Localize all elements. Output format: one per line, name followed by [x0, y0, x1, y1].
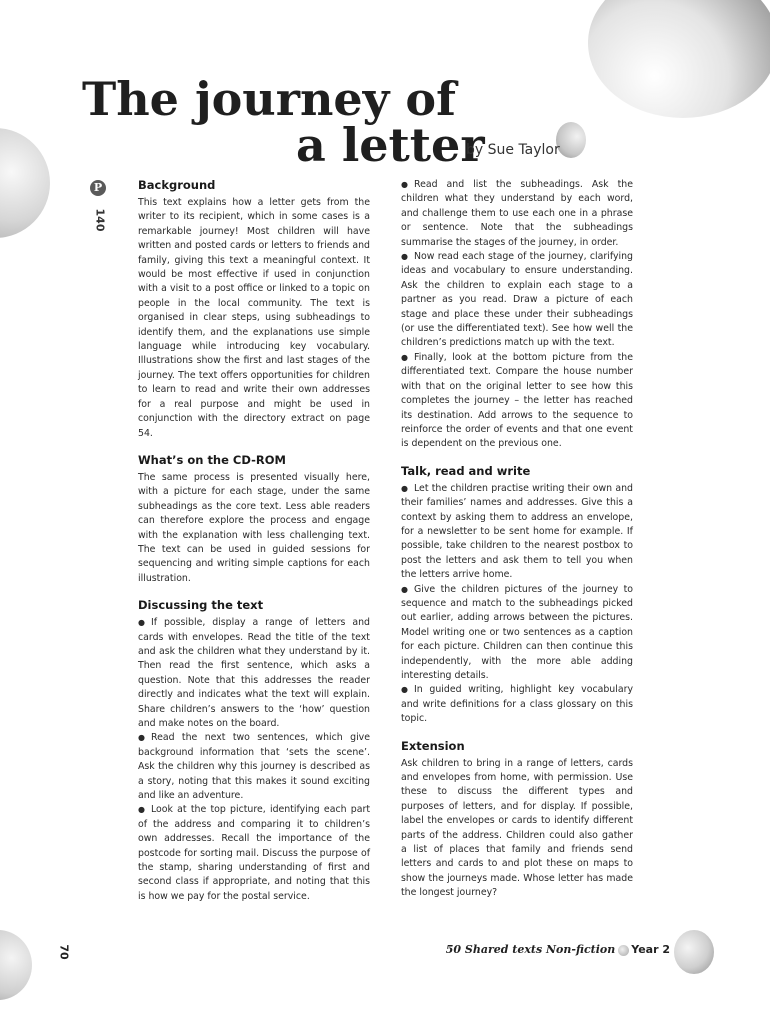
decorative-sphere-icon: [0, 930, 32, 1000]
bullet-paragraph: [401, 683, 633, 726]
section-heading: Discussing the text: [138, 598, 264, 613]
paragraph-text: In guided writing, highlight key vocabulary and write definitions for a class glossary on this topic.: [401, 684, 633, 725]
footer-book-info: [446, 943, 670, 956]
right-column: [401, 178, 633, 913]
decorative-sphere-icon: [588, 0, 770, 118]
section-background: [138, 178, 370, 441]
bullet-icon: ●: [401, 180, 408, 189]
bullet-paragraph: [138, 803, 370, 904]
bullet-paragraph: [401, 178, 633, 250]
paragraph-text: Give the children pictures of the journey to sequence and match to the subheadings picked out earlier, adding arrows between the pictures. Model writing one or two sentences as a caption for each picture. Children can then continue this independently, with the more able adding interesting details.: [401, 583, 633, 681]
paragraph-text: Read the next two sentences, which give background information that ‘sets the scene’. Ask the children why this journey is described as a story, noting that this makes it sound exciting and like an adventure.: [138, 732, 370, 802]
page-title-line-2: a letter: [296, 118, 485, 172]
bullet-paragraph: [138, 731, 370, 803]
bullet-icon: ●: [401, 483, 408, 493]
photocopiable-badge-icon: P: [90, 180, 106, 196]
bullet-paragraph: [401, 351, 633, 452]
bullet-icon: ●: [138, 618, 145, 628]
bullet-icon: ●: [138, 733, 145, 743]
paragraph-text: Read and list the subheadings. Ask the children what they understand by each word, and challenge them to use each one in a phrase or sentence. Note that the subheadings summarise the stages of the journey, in order.: [401, 179, 633, 248]
paragraph-text: Finally, look at the bottom picture from the differentiated text. Compare the house number with that on the original letter to see how this completes the journey – the letter has reached its destination. Add arrows to the sequence to reinforce the order of events and that one event is dependent on the previous one.: [401, 351, 633, 450]
section-extension: [401, 739, 633, 901]
section-heading: What’s on the CD-ROM: [138, 452, 286, 467]
section-cd-rom: [138, 453, 370, 586]
left-column: [138, 178, 370, 916]
paragraph: The same process is presented visually here, with a picture for each stage, under the same subheadings as the core text. Less able readers can therefore explore the process and engage with the explanation with less challenging text. The text can be used in guided sessions for sequencing and writing simple captions for each illustration.: [138, 471, 370, 584]
paragraph-text: Let the children practise writing their own and their families’ names and addresses. Give this a context by asking them to address an envelope, for a newsletter to be sent home for example. If possible, take children to the nearest postbox to post the letters and ask them to tell you when the letters arrive home.: [401, 482, 633, 581]
paragraph: Ask children to bring in a range of letters, cards and envelopes from home, with permission. Use these to discuss the different types and purposes of letters, and for display. If possible, label the envelopes or cards to identify different parts of the address. Children could also gather a list of places that family and friends send letters and cards to and plot these on maps to show the journeys made. Whose letter has made the longest journey?: [401, 757, 633, 899]
bullet-icon: ●: [401, 685, 408, 695]
decorative-sphere-icon: [0, 128, 50, 238]
bullet-icon: ●: [138, 805, 145, 815]
paragraph-text: Look at the top picture, identifying each part of the address and comparing it to children’s own addresses. Recall the importance of the postcode for sorting mail. Discuss the purpose of the stamp, sharing understanding of first and second class if appropriate, and noting that this is how we pay for the postal service.: [138, 804, 370, 902]
bullet-icon: ●: [401, 352, 408, 362]
section-talk-read-write: [401, 464, 633, 727]
bullet-paragraph: [401, 250, 633, 351]
section-heading: Extension: [401, 738, 465, 753]
page-reference: 140: [93, 208, 107, 232]
page-number: 70: [57, 944, 71, 960]
paragraph-text: Now read each stage of the journey, clarifying ideas and vocabulary to ensure understanding. Ask the children to explain each stage to a partner as you read. Draw a picture of each stage and place these under their subheadings (or use the differentiated text). See how well the children’s predictions match up with the text.: [401, 251, 633, 349]
bullet-icon: ●: [401, 584, 408, 594]
section-heading: Talk, read and write: [401, 463, 531, 478]
bullet-paragraph: [401, 482, 633, 583]
paragraph: This text explains how a letter gets from the writer to its recipient, which in some cases is a remarkable journey! Most children will have written and posted cards or letters to friends and family, giving this text a meaningful context. It would be most effective if used in conjunction with a visit to a post office or linked to a topic on people in the local community. The text is organised in clear steps, using subheadings to identify them, and the explanations use simple language while introducing key vocabulary. Illustrations show the first and last stages of the journey. The text offers opportunities for children to learn to read and write their own addresses for a real purpose and might be used in conjunction with the directory extract on page 54.: [138, 197, 370, 439]
book-title: 50 Shared texts Non-fiction: [445, 943, 616, 956]
decorative-sphere-icon: [674, 930, 714, 974]
bullet-paragraph: [401, 583, 633, 684]
decorative-sphere-icon: [556, 122, 586, 158]
page-title-line-1: The journey of: [82, 72, 456, 126]
section-discussing-continued: [401, 178, 633, 452]
bullet-paragraph: [138, 616, 370, 731]
year-label: Year 2: [631, 943, 670, 956]
paragraph-text: If possible, display a range of letters and cards with envelopes. Read the title of the text and ask the children what they understand by it. Then read the first sentence, which asks a question. Note that this addresses the reader directly and indicates what the text will explain. Share children’s answers to the ‘how’ question and make notes on the board.: [138, 617, 370, 729]
section-heading: Background: [138, 178, 216, 192]
author-byline: by Sue Taylor: [466, 142, 560, 158]
bullet-icon: ●: [401, 252, 408, 262]
section-discussing-the-text: [138, 598, 370, 904]
